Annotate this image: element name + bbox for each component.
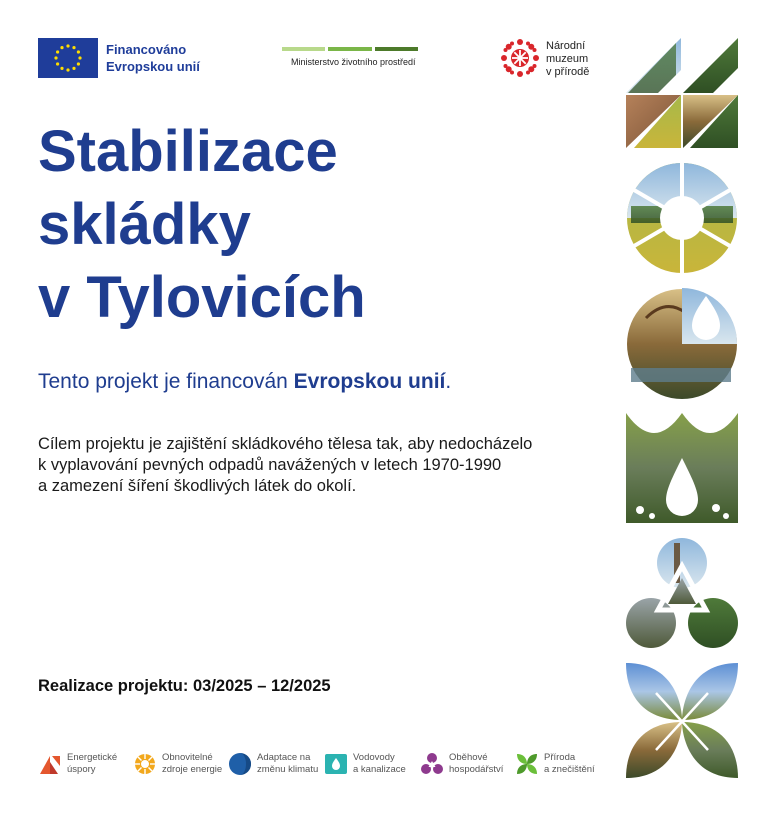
category-renewables-line1: Obnovitelné (162, 752, 213, 763)
ministry-logo-lines (282, 47, 418, 51)
category-nature (515, 752, 595, 776)
leaf-icon (515, 752, 539, 776)
circular-icon (420, 752, 444, 776)
category-circular-line2: hospodářství (449, 764, 504, 775)
eu-line2: Evropskou unií (106, 59, 200, 74)
eu-funding-label (106, 41, 200, 75)
category-nature-line2: a znečištění (544, 764, 595, 775)
deco-tree-circle (627, 288, 737, 399)
title-line1: Stabilizace (38, 119, 338, 184)
title-line3: v Tylovicích (38, 265, 366, 330)
sun-icon (133, 752, 157, 776)
funding-bold: Evropskou unií (293, 370, 446, 393)
project-period: Realizace projektu: 03/2025 – 12/2025 (38, 677, 331, 695)
funding-suffix: . (445, 370, 452, 393)
category-energy (38, 752, 117, 776)
deco-butterfly (626, 663, 738, 778)
category-circular (420, 752, 503, 776)
museum-line2: muzeum (546, 53, 589, 65)
description-line2: k vyplavování pevných odpadů navážených v letech 1970-1990 (38, 456, 502, 474)
category-climate (228, 752, 318, 776)
category-nature-line1: Příroda (544, 752, 576, 763)
project-description (38, 434, 532, 497)
museum-label (546, 40, 589, 79)
category-climate-line1: Adaptace na (257, 752, 311, 763)
deco-sun-wheel (627, 163, 737, 273)
page-title (38, 115, 366, 334)
eu-flag-logo (38, 38, 98, 78)
museum-line3: v přírodě (546, 66, 590, 78)
category-renewables-line2: zdroje energie (162, 764, 223, 775)
funding-prefix: Tento projekt je financován (38, 370, 294, 393)
description-line3: a zamezení šíření škodlivých látek do okolí. (38, 477, 357, 495)
globe-icon (228, 752, 252, 776)
funding-statement (38, 370, 451, 394)
category-renewables (133, 752, 222, 776)
museum-line1: Národní (546, 40, 586, 52)
eu-line1: Financováno (106, 42, 187, 57)
deco-circular-shapes (626, 538, 738, 648)
deco-stream (626, 413, 738, 523)
museum-logo (500, 38, 540, 78)
energy-icon (38, 752, 62, 776)
deco-triangles (626, 38, 738, 148)
description-line1: Cílem projektu je zajištění skládkového tělesa tak, aby nedocházelo (38, 435, 533, 453)
category-energy-line2: úspory (67, 764, 96, 775)
category-water-line1: Vodovody (353, 752, 395, 763)
water-icon (324, 752, 348, 776)
category-water-line2: a kanalizace (353, 764, 406, 775)
category-climate-line2: změnu klimatu (257, 764, 319, 775)
title-line2: skládky (38, 192, 251, 257)
category-circular-line1: Oběhové (449, 752, 488, 763)
decorative-photo-column (626, 38, 738, 778)
category-water (324, 752, 406, 776)
ministry-label: Ministerstvo životního prostředí (291, 57, 416, 67)
category-energy-line1: Energetické (67, 752, 118, 763)
